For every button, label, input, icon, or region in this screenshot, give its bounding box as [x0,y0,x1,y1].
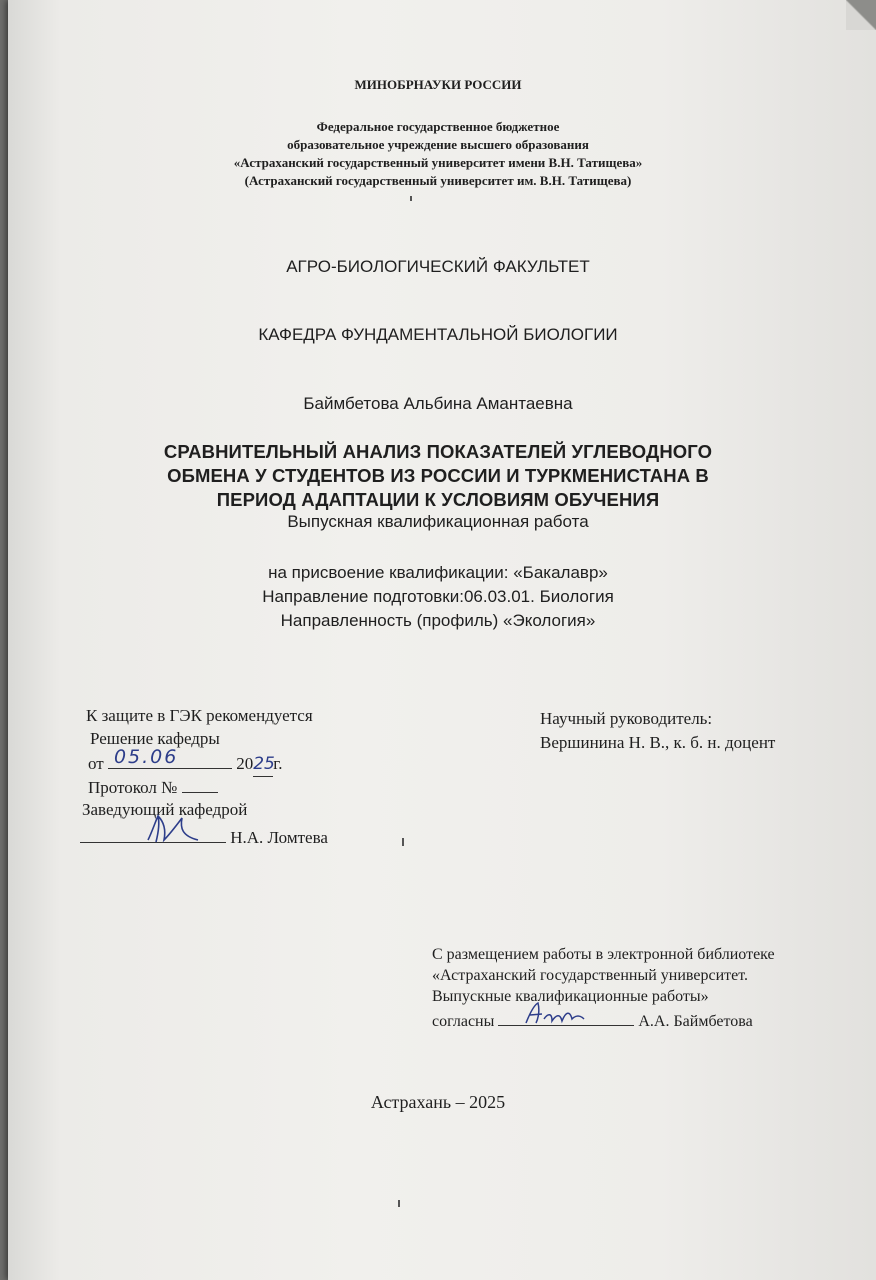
head-signature-icon [142,810,202,846]
supervisor-label: Научный руководитель: [540,709,713,728]
page-corner-fold [846,0,876,30]
department-name: КАФЕДРА ФУНДАМЕНТАЛЬНОЙ БИОЛОГИИ [258,325,618,344]
year-prefix: 20 [236,754,254,773]
faculty-name: АГРО-БИОЛОГИЧЕСКИЙ ФАКУЛЬТЕТ [286,257,590,276]
consent-signature-line [432,1007,872,1032]
qualification-award: на присвоение квалификации: «Бакалавр» [268,563,608,582]
year-suffix: г. [273,754,283,773]
supervisor-name: Вершинина Н. В., к. б. н. доцент [540,733,776,752]
protocol-line [80,777,420,800]
work-type: Выпускная квалификационная работа [287,512,589,531]
decision-line: Решение кафедры [90,728,220,748]
signature-blank [80,822,226,843]
ministry-heading: МИНОБРНАУКИ РОССИИ [354,77,522,92]
library-consent-block [432,944,872,1032]
title-line: СРАВНИТЕЛЬНЫЙ АНАЛИЗ ПОКАЗАТЕЛЕЙ УГЛЕВОДНОГО [163,441,713,462]
paper-speck [398,1200,400,1207]
student-signature-blank [498,1007,634,1026]
student-name: А.А. Баймбетова [638,1013,753,1030]
recommend-line: К защите в ГЭК рекомендуется [86,706,313,725]
head-signature-line [80,822,420,850]
institution-line: «Астраханский государственный университет имени В.Н. Татищева» [233,155,643,170]
title-line: ПЕРИОД АДАПТАЦИИ К УСЛОВИЯМ ОБУЧЕНИЯ [216,489,660,510]
consent-line: Выпускные квалификационные работы» [432,988,709,1005]
year-blank [253,753,273,777]
thesis-title [0,440,876,512]
handwritten-date: 05.06 [113,745,179,768]
from-label: от [88,754,104,773]
institution-block [0,118,876,190]
head-label-line: Заведующий кафедрой [82,800,248,819]
head-name: Н.А. Ломтева [230,827,328,847]
institution-line: Федеральное государственное бюджетное [316,119,560,134]
agree-label: согласны [432,1013,495,1030]
city-year: Астрахань – 2025 [370,1092,506,1112]
date-line [80,745,420,777]
protocol-label: Протокол № [88,777,178,797]
document-page [8,0,876,1280]
student-signature-icon [522,999,592,1027]
paper-speck [402,838,404,846]
author-name: Баймбетова Альбина Амантаевна [303,394,573,413]
title-line: ОБМЕНА У СТУДЕНТОВ ИЗ РОССИИ И ТУРКМЕНИСТАНА В [167,465,709,486]
paper-speck [410,196,412,201]
handwritten-year: 25 [253,754,275,774]
study-profile: Направленность (профиль) «Экология» [280,611,596,630]
supervisor-block [540,707,870,755]
consent-line: «Астраханский государственный университет. [432,967,749,984]
institution-line: (Астраханский государственный университет им. В.Н. Татищева) [244,173,632,188]
study-direction: Направление подготовки:06.03.01. Биология [262,587,614,606]
defense-recommendation-block [80,705,420,849]
protocol-blank [182,778,218,793]
consent-line: С размещением работы в электронной библиотеке [432,946,775,963]
qualification-block [0,561,876,633]
date-blank [108,745,232,769]
institution-line: образовательное учреждение высшего образования [287,137,589,152]
